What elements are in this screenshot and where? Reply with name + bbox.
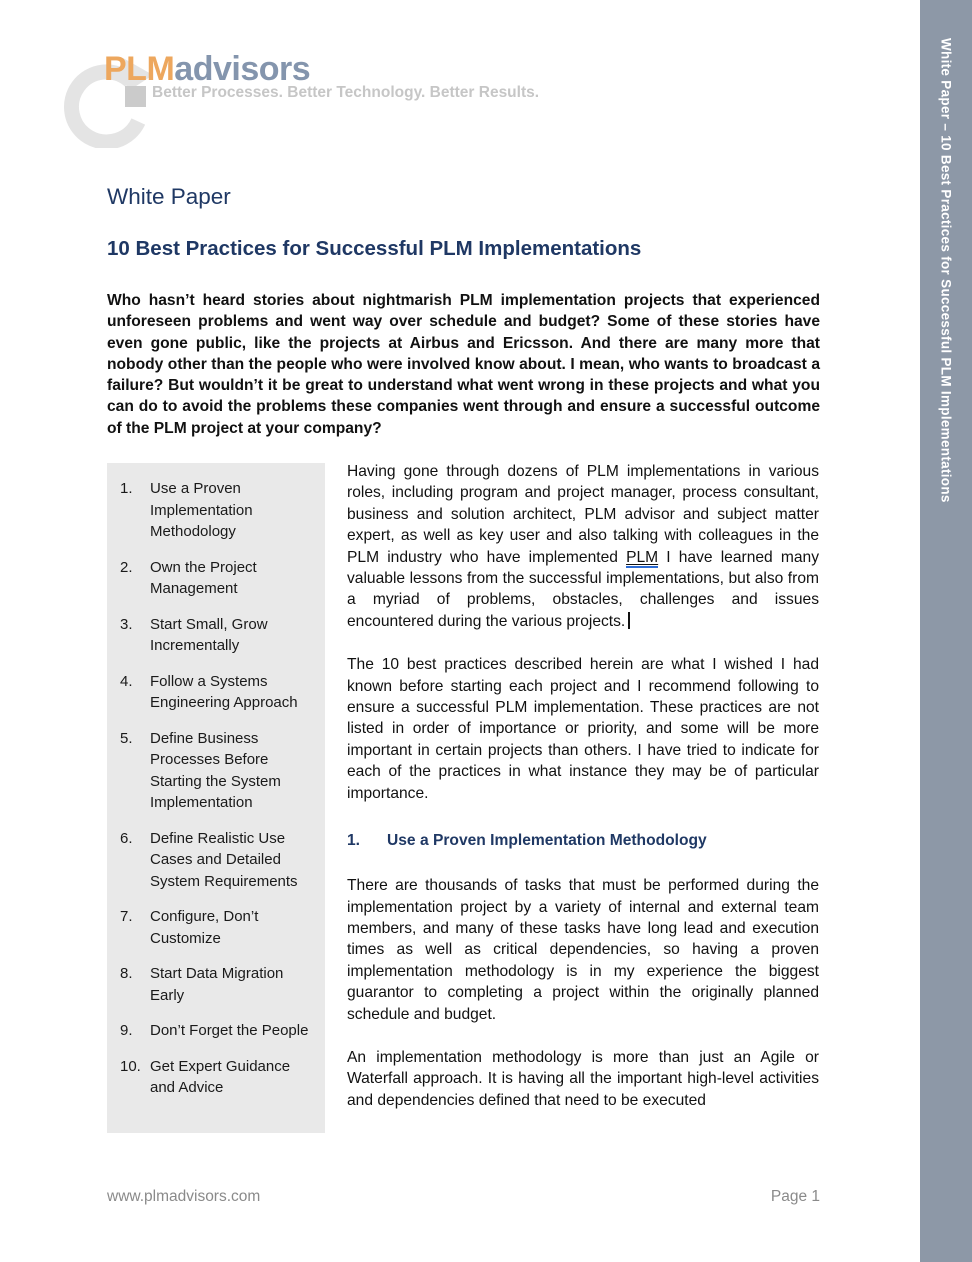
document-kicker: White Paper <box>107 184 231 209</box>
page-title: 10 Best Practices for Successful PLM Implementations <box>107 237 642 260</box>
toc-item-number: 1. <box>120 480 133 497</box>
toc-item-label: Start Small, Grow Incrementally <box>150 615 268 654</box>
body-paragraph-2: The 10 best practices described herein are what I wished I had known before starting each project and I recommend following to ensure a successful PLM implementation. These practices are not listed in order of importance or priority, and some will be more important in certain projects than others. I have tried to indicate for each of the practices in what instance they may be of particular importance. <box>347 656 819 802</box>
toc-item <box>120 557 313 600</box>
section-number: 1. <box>347 832 361 850</box>
toc-item <box>120 1020 313 1042</box>
side-tab-label: White Paper – 10 Best Practices for Successful PLM Implementations <box>938 38 954 503</box>
toc-item-label: Own the Project Management <box>150 558 257 597</box>
toc-item <box>120 828 313 893</box>
toc-item <box>120 478 313 543</box>
body-paragraph-1-text: Having gone through dozens of PLM implementations in various roles, including program and project manager, process consultant, business and solution architect, PLM advisor and subject matter expert, as well as key user and also talking with colleagues in the PLM industry who have implemented <box>347 463 819 566</box>
plm-link[interactable]: PLM <box>626 548 659 566</box>
logo-wordmark-plm: PLM <box>104 50 175 88</box>
toc-item-number: 10. <box>120 1057 141 1075</box>
toc-item <box>120 906 313 949</box>
toc-item-number: 2. <box>120 558 133 576</box>
toc-item-label: Follow a Systems Engineering Approach <box>150 672 298 711</box>
main-text-column <box>347 461 819 1133</box>
toc-item <box>120 728 313 814</box>
toc-item-label: Use a Proven Implementation Methodology <box>150 480 253 540</box>
toc-item <box>120 963 313 1006</box>
body-paragraph-1 <box>347 461 819 632</box>
toc-item-number: 8. <box>120 965 133 982</box>
body-paragraph-3: There are thousands of tasks that must be performed during the implementation project by a variety of internal and external team members, and many of these tasks have long lead and execution times as well as critical dependencies, so having a proven implementation methodology is in my experience the biggest guarantor to completing a project within the originally planned schedule and budget. <box>347 877 819 1023</box>
body-paragraph-4: An implementation methodology is more than just an Agile or Waterfall approach. It is having all the important high-level activities and dependencies defined that need to be executed <box>347 1048 819 1109</box>
toc-item-number: 3. <box>120 615 133 633</box>
toc-item-number: 7. <box>120 908 133 925</box>
toc-item-number: 6. <box>120 829 133 847</box>
toc-item-label: Define Realistic Use Cases and Detailed System Requirements <box>150 829 298 890</box>
logo-tagline: Better Processes. Better Technology. Better Results. <box>152 84 540 101</box>
toc-item <box>120 1056 313 1099</box>
footer-page-number: Page 1 <box>770 1188 820 1205</box>
section-heading <box>347 830 819 851</box>
text-cursor[interactable] <box>628 612 630 629</box>
toc-item-number: 9. <box>120 1022 133 1039</box>
toc-item <box>120 614 313 657</box>
toc-item-label: Get Expert Guidance and Advice <box>150 1057 291 1096</box>
body-paragraph-1-text-after: I have learned many valuable lessons from the successful implementations, but also from a myriad of problems, obstacles, challenges and issues encountered during the various projects. <box>347 548 819 630</box>
toc-item-number: 4. <box>120 672 133 690</box>
side-tab <box>920 0 972 1262</box>
section-title: Use a Proven Implementation Methodology <box>387 832 707 850</box>
toc-box <box>107 463 325 1133</box>
logo-wordmark-advisors: advisors <box>174 50 311 88</box>
toc-item-label: Start Data Migration Early <box>150 965 284 1004</box>
toc-item <box>120 671 313 714</box>
toc-item-number: 5. <box>120 729 133 747</box>
toc-item-label: Configure, Don’t Customize <box>150 908 259 947</box>
page-footer <box>107 1188 820 1206</box>
toc-item-label: Don’t Forget the People <box>150 1022 309 1039</box>
footer-website: www.plmadvisors.com <box>107 1188 261 1205</box>
toc-item-label: Define Business Processes Before Starting the System Implementation <box>150 729 281 811</box>
intro-paragraph: Who hasn’t heard stories about nightmarish PLM implementation projects that experienced unforeseen problems and went way over schedule and budget? Some of these stories have even gone public, like the projects at Airbus and Ericsson. And there are many more that nobody other than the people who were involved know about. I mean, who wants to broadcast a failure? But wouldn’t it be great to understand what went wrong in these projects and what you can do to avoid the problems these companies went through and ensure a successful outcome of the PLM project at your company? <box>107 292 820 437</box>
